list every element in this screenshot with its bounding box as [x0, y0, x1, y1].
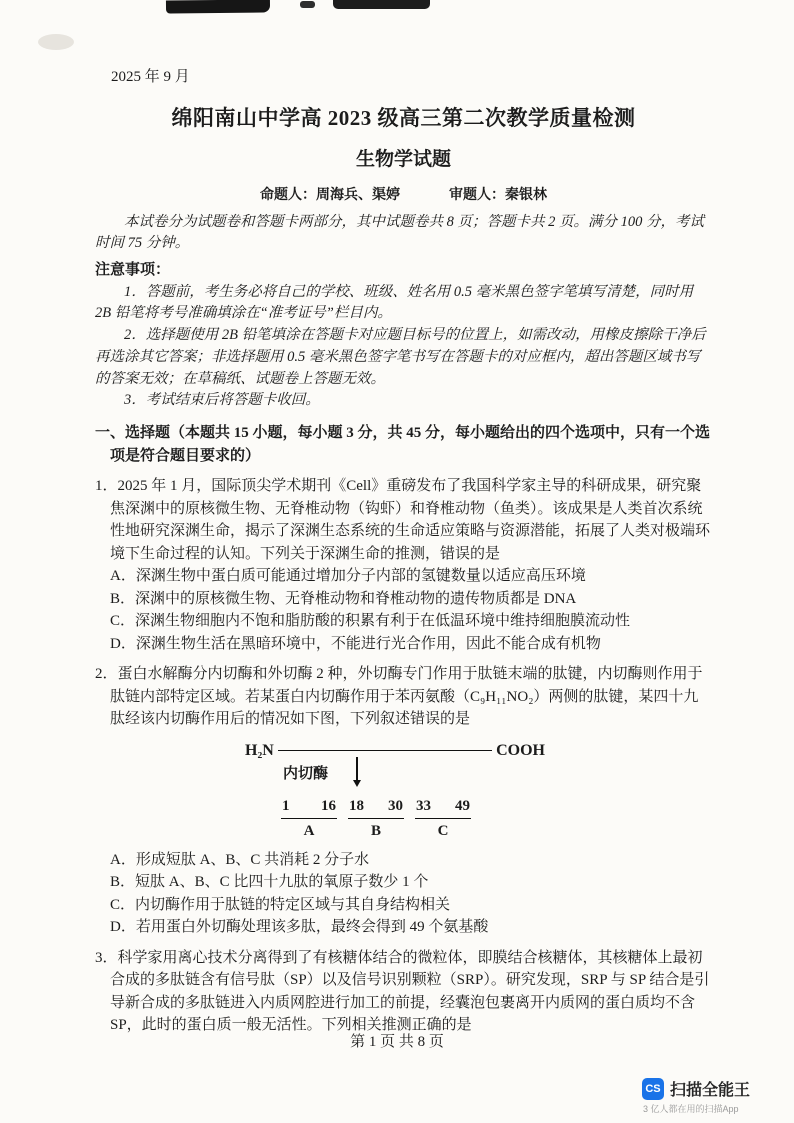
exam-intro-paragraph: 本试卷分为试题卷和答题卡两部分，其中试题卷共 8 页；答题卡共 2 页。满分 100 分，考试时间 75 分钟。	[95, 213, 704, 252]
scan-artifact	[333, 0, 430, 9]
segment-b-end: 30	[388, 797, 403, 814]
peptide-chain-line	[278, 750, 492, 751]
question-2-stem: 2．蛋白水解酶分内切酶和外切酶 2 种，外切酶专门作用于肽链末端的肽键，内切酶则作用于肽链内部特定区域。若某蛋白内切酶作用于苯丙氨酸（C₉H₁₁NO₂）两侧的肽键，某四十九肽经该内切酶作用后的情况如下图，下列叙述错误的是	[95, 666, 703, 727]
exam-title: 绵阳南山中学高 2023 级高三第二次教学质量检测	[171, 105, 636, 130]
endopeptidase-label: 内切酶	[283, 765, 329, 782]
amino-terminus-label: H₂N	[245, 741, 274, 759]
camscanner-brand-text: 扫描全能王	[669, 1082, 750, 1099]
peptide-segment-a	[281, 795, 337, 843]
scan-artifact	[300, 1, 315, 8]
camscanner-tagline: 3 亿人都在用的扫描App	[642, 1104, 739, 1114]
segment-b-start: 18	[349, 797, 364, 814]
segment-c-range	[415, 795, 471, 820]
segment-b-label: B	[370, 823, 381, 839]
question-2-option-d: D．若用蛋白外切酶处理该多肽，最终会得到 49 个氨基酸	[110, 919, 489, 935]
enzyme-row	[283, 763, 545, 795]
notice-item-2: 2．选择题使用 2B 铅笔填涂在答题卡对应题目标号的位置上，如需改动，用橡皮擦除干净后再选涂其它答案；非选择题用 0.5 毫米黑色签字笔书写在答题卡的对应框内，超出答题区域书写的答案无效；在草稿纸、试题卷上答题无效。	[95, 327, 706, 387]
question-2-option-b: B．短肽 A、B、C 比四十九肽的氧原子数少 1 个	[110, 874, 429, 890]
question-1-stem: 1．2025 年 1 月，国际顶尖学术期刊《Cell》重磅发布了我国科学家主导的科研成果，研究聚焦深渊中的原核微生物、无脊椎动物（钩虾）和脊椎动物（鱼类）。该成果是人类首次系统性地研究深渊生命，揭示了深渊生态系统的生命适应策略与资源潜能，拓展了人类对极端环境下生命过程的认知。下列关于深渊生命的推测，错误的是	[95, 478, 711, 562]
notice-item-1: 1．答题前，考生务必将自己的学校、班级、姓名用 0.5 毫米黑色签字笔填写清楚，同时用 2B 铅笔将考号准确填涂在“准考证号”栏目内。	[95, 283, 694, 322]
camscanner-logo-row	[642, 1077, 750, 1100]
exam-authors-line	[95, 185, 712, 206]
camscanner-watermark	[642, 1077, 750, 1115]
peptide-cleavage-diagram	[245, 739, 545, 843]
question-1-option-c: C．深渊生物细胞内不饱和脂肪酸的积累有利于在低温环境中维持细胞膜流动性	[110, 613, 631, 629]
segment-a-range	[281, 795, 337, 820]
question-1-option-d: D．深渊生物生活在黑暗环境中，不能进行光合作用，因此不能合成有机物	[110, 635, 601, 652]
peptide-segment-b	[348, 795, 404, 843]
segment-b-range	[348, 795, 404, 820]
notice-title: 注意事项：	[95, 262, 171, 278]
question-3-stem: 3．科学家用离心技术分离得到了有核糖体结合的微粒体，即膜结合核糖体，其核糖体上最初合成的多肽链含有信号肽（SP）以及信号识别颗粒（SRP）。研究发现，SRP 与 SP 结合是引导新合成的多肽链进入内质网腔进行加工的前提，经囊泡包裹离开内质网的蛋白质均不含 SP，此时的蛋白质一般无活性。下列相关推测正确的是	[95, 949, 710, 1033]
question-3	[95, 947, 712, 1037]
segment-a-label: A	[303, 823, 315, 839]
notice-item-3: 3．考试结束后将答题卡收回。	[124, 392, 320, 409]
question-1-option-b: B．深渊中的原核微生物、无脊椎动物和脊椎动物的遗传物质都是 DNA	[110, 590, 577, 607]
scan-artifact	[166, 0, 270, 14]
setters-label: 命题人：周海兵、渠婷	[260, 187, 400, 203]
notice-section	[95, 259, 712, 412]
reviewer-label: 审题人：秦银林	[449, 187, 547, 203]
page-content	[95, 66, 712, 1037]
exam-date: 2025 年 9 月	[111, 69, 190, 85]
segment-a-end: 16	[321, 797, 336, 814]
segment-a-start: 1	[282, 797, 290, 814]
question-1	[95, 475, 712, 655]
scan-smudge	[38, 34, 74, 50]
question-2-option-a: A．形成短肽 A、B、C 共消耗 2 分子水	[110, 851, 370, 868]
question-1-option-a: A．深渊生物中蛋白质可能通过增加分子内部的氢键数量以适应高压环境	[110, 568, 586, 584]
peptide-segments-row	[281, 795, 545, 843]
carboxyl-terminus-label: COOH	[496, 741, 545, 759]
question-2-option-c: C．内切酶作用于肽链的特定区域与其自身结构相关	[110, 896, 451, 913]
segment-c-label: C	[437, 823, 449, 839]
page-number: 第 1 页 共 8 页	[350, 1034, 444, 1050]
peptide-chain-row	[245, 739, 545, 763]
camscanner-logo-icon: CS	[642, 1078, 664, 1100]
down-arrow-icon	[356, 757, 358, 785]
section-heading-multiple-choice: 一、选择题（本题共 15 小题，每小题 3 分，共 45 分，每小题给出的四个选项中，只有一个选项是符合题目要求的）	[95, 425, 711, 464]
segment-c-end: 49	[455, 797, 470, 814]
exam-subject-title: 生物学试题	[355, 149, 451, 170]
question-2	[95, 663, 712, 939]
segment-c-start: 33	[416, 797, 431, 814]
peptide-segment-c	[415, 795, 471, 843]
